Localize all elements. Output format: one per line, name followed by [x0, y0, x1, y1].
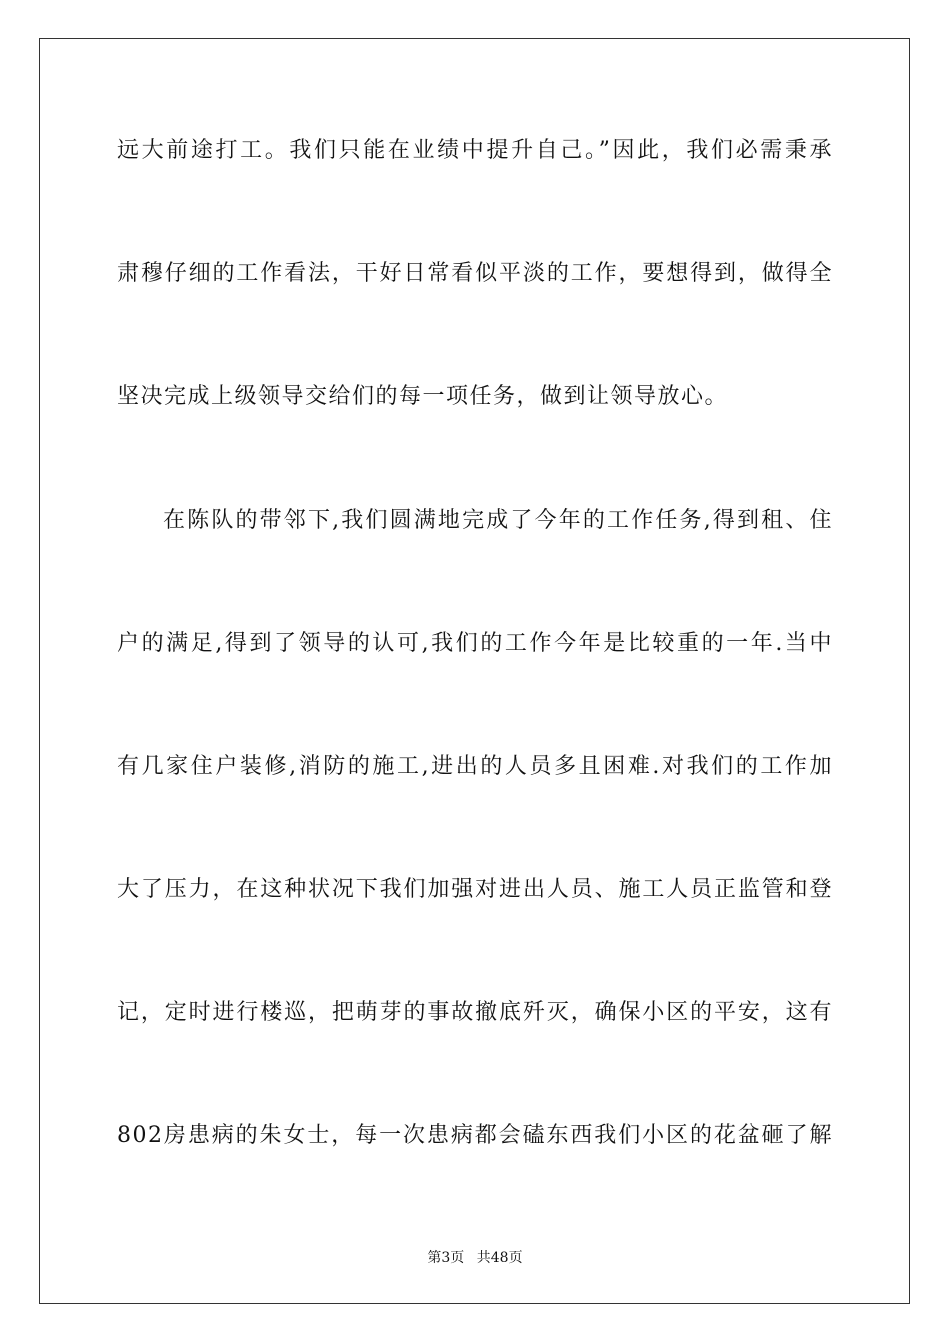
text-line: 肃穆仔细的工作看法，干好日常看似平淡的工作，要想得到，做得全 — [117, 261, 833, 286]
text-line: 有几家住户装修,消防的施工,进出的人员多且困难.对我们的工作加 — [117, 754, 833, 779]
page-total: 共48页 — [476, 1250, 523, 1266]
page-footer — [0, 1248, 950, 1268]
paragraph-first-line: 在陈队的带邻下,我们圆满地完成了今年的工作任务,得到租、住 — [163, 508, 833, 533]
text-line: 远大前途打工。我们只能在业绩中提升自己。”因此，我们必需秉承 — [117, 138, 833, 163]
text-line: 大了压力，在这种状况下我们加强对进出人员、施工人员正监管和登 — [117, 877, 833, 902]
text-line: 户的满足,得到了领导的认可,我们的工作今年是比较重的一年.当中 — [117, 631, 833, 656]
text-line: 坚决完成上级领导交给们的每一项任务，做到让领导放心。 — [117, 384, 729, 409]
page-number: 第3页 — [427, 1250, 465, 1266]
text-line: 802房患病的朱女士，每一次患病都会磕东西我们小区的花盆砸了解 — [117, 1123, 833, 1148]
text-line: 记，定时进行楼巡，把萌芽的事故撤底歼灭，确保小区的平安，这有 — [117, 1000, 833, 1025]
page-border — [39, 38, 910, 1304]
